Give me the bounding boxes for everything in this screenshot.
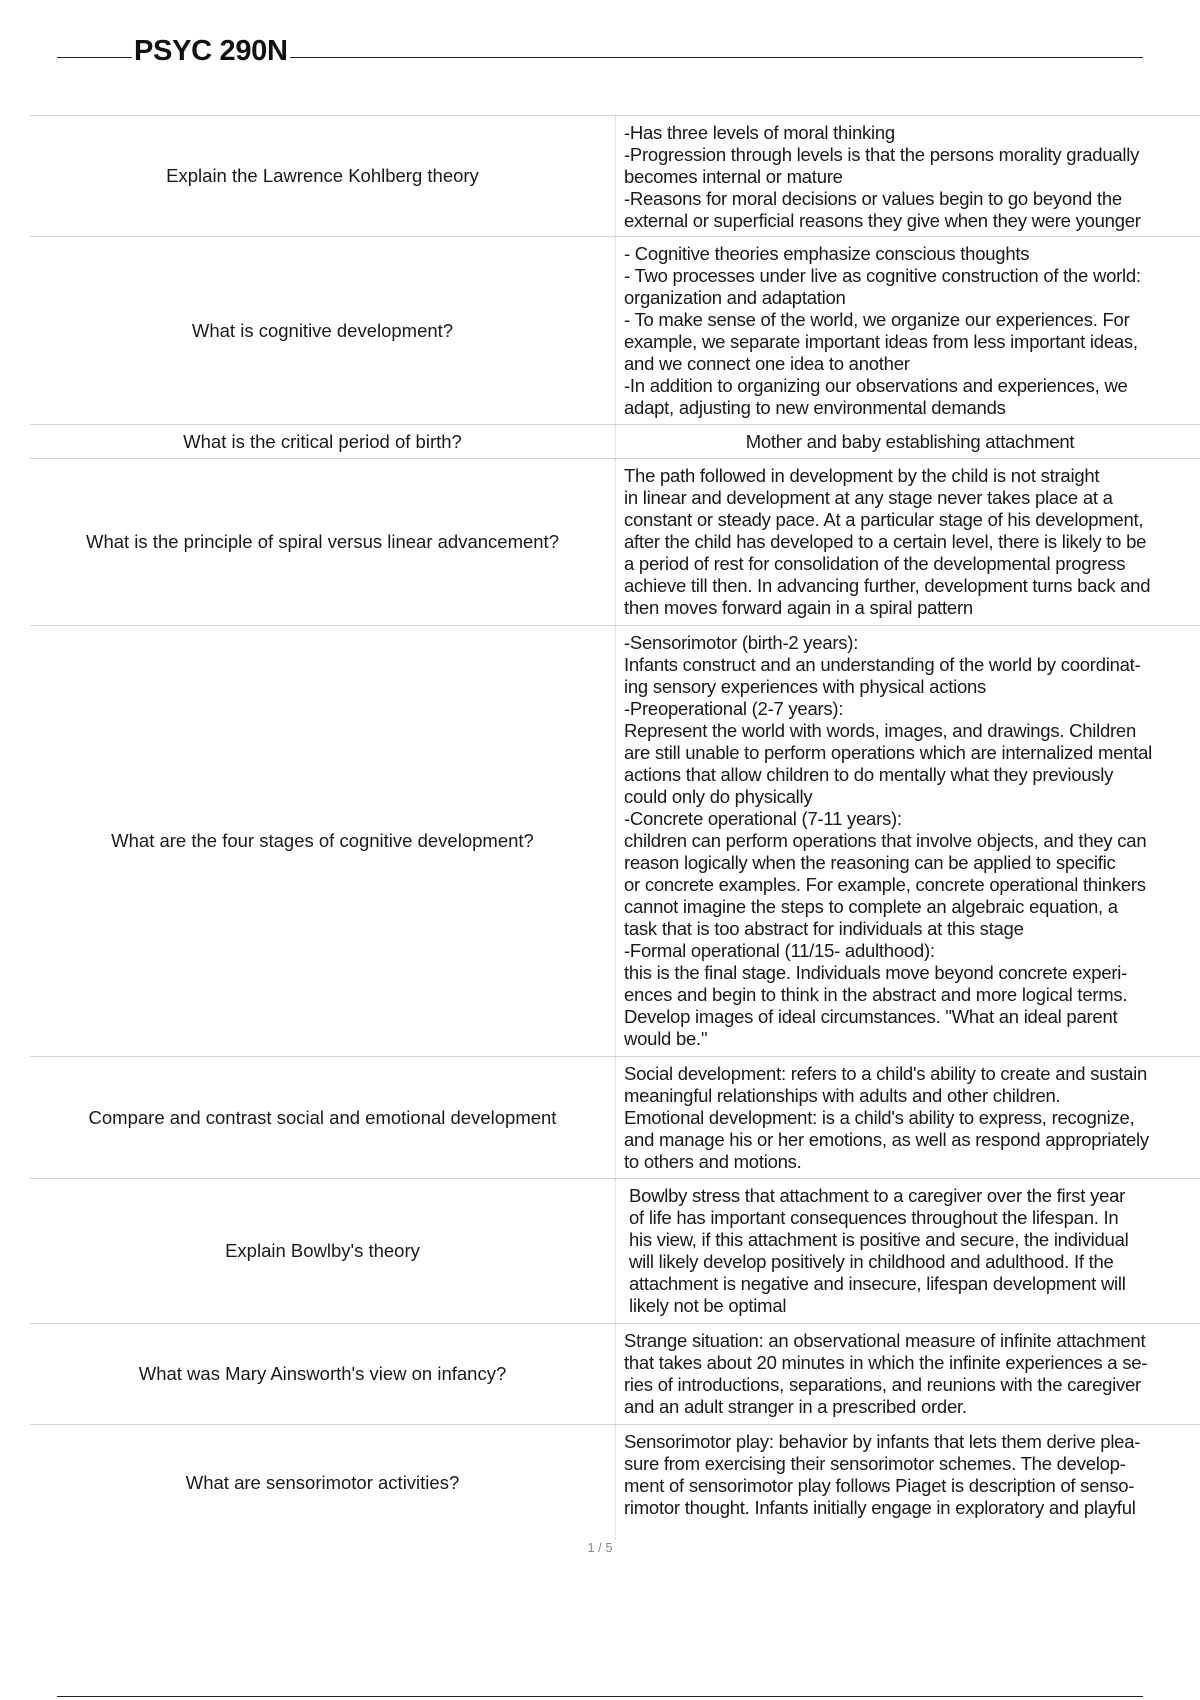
definition-cell xyxy=(615,116,1200,236)
definition-line: task that is too abstract for individuals at this stage xyxy=(624,918,1024,939)
term-text: What is the critical period of birth? xyxy=(183,430,462,452)
definition-line: constant or steady pace. At a particular stage of his development, xyxy=(624,509,1144,530)
definition-line: becomes internal or mature xyxy=(624,166,843,187)
definition-cell xyxy=(615,1425,1200,1540)
definition-line: Represent the world with words, images, and drawings. Children xyxy=(624,720,1137,741)
definition-line: organization and adaptation xyxy=(624,287,846,308)
term-cell xyxy=(30,459,615,625)
definition-line: rimotor thought. Infants initially engage in exploratory and playful xyxy=(624,1497,1136,1518)
term-text: Explain Bowlby's theory xyxy=(225,1240,420,1261)
definition-line: achieve till then. In advancing further, development turns back and xyxy=(624,575,1151,596)
definition-line: ries of introductions, separations, and reunions with the caregiver xyxy=(624,1374,1141,1395)
definition-cell xyxy=(615,425,1200,458)
definition-line: external or superficial reasons they give when they were younger xyxy=(624,210,1141,231)
definition-line: -Formal operational (11/15- adulthood): xyxy=(624,940,935,961)
definition-line: Infants construct and an understanding of the world by coordinat- xyxy=(624,654,1141,675)
definition-line: reason logically when the reasoning can be applied to specific xyxy=(624,852,1116,873)
definition-line: example, we separate important ideas from less important ideas, xyxy=(624,331,1138,352)
definition-line: likely not be optimal xyxy=(629,1295,787,1316)
definition-line: children can perform operations that involve objects, and they can xyxy=(624,830,1147,851)
flashcard-row xyxy=(30,459,1200,626)
definition-cell xyxy=(615,237,1200,424)
term-cell xyxy=(30,116,615,236)
term-text: What was Mary Ainsworth's view on infancy? xyxy=(138,1363,507,1384)
definition-line: Bowlby stress that attachment to a caregiver over the first year xyxy=(629,1185,1126,1206)
definition-line: of life has important consequences throughout the lifespan. In xyxy=(629,1207,1119,1228)
definition-line: and we connect one idea to another xyxy=(624,353,910,374)
definition-line: are still unable to perform operations which are internalized mental xyxy=(624,742,1153,763)
definition-line: Social development: refers to a child's ability to create and sustain xyxy=(624,1063,1148,1084)
definition-line: after the child has developed to a certain level, there is likely to be xyxy=(624,531,1147,552)
footer-rule xyxy=(57,1696,1143,1697)
definition-line: his view, if this attachment is positive and secure, the individual xyxy=(629,1229,1129,1250)
definition-cell xyxy=(615,1057,1200,1178)
definition-cell xyxy=(615,626,1200,1056)
definition-line: then moves forward again in a spiral pattern xyxy=(624,597,973,618)
flashcard-row xyxy=(30,237,1200,425)
flashcard-row xyxy=(30,1324,1200,1425)
definition-line: Sensorimotor play: behavior by infants that lets them derive plea- xyxy=(624,1431,1141,1452)
term-text: What is the principle of spiral versus linear advancement? xyxy=(85,531,559,552)
flashcard-row xyxy=(30,1057,1200,1179)
term-cell xyxy=(30,1179,615,1323)
term-text: What are the four stages of cognitive development? xyxy=(111,830,534,851)
definition-line: adapt, adjusting to new environmental demands xyxy=(624,397,1006,418)
page-title: PSYC 290N xyxy=(134,35,288,67)
definition-line: Emotional development: is a child's ability to express, recognize, xyxy=(624,1107,1135,1128)
definition-line: -Reasons for moral decisions or values begin to go beyond the xyxy=(624,188,1122,209)
definition-line: Mother and baby establishing attachment xyxy=(745,431,1075,452)
definition-line: - Two processes under live as cognitive construction of the world: xyxy=(624,265,1141,286)
definition-line: ing sensory experiences with physical actions xyxy=(624,676,987,697)
definition-line: meaningful relationships with adults and other children. xyxy=(624,1085,1061,1106)
definition-line: actions that allow children to do mentally what they previously xyxy=(624,764,1114,785)
definition-line: this is the final stage. Individuals move beyond concrete experi- xyxy=(624,962,1128,983)
definition-line: Develop images of ideal circumstances. "What an ideal parent xyxy=(624,1006,1118,1027)
definition-line: and manage his or her emotions, as well as respond appropriately xyxy=(624,1129,1149,1150)
definition-line: attachment is negative and insecure, lifespan development will xyxy=(629,1273,1126,1294)
definition-cell xyxy=(615,1179,1200,1323)
definition-line: in linear and development at any stage never takes place at a xyxy=(624,487,1113,508)
flashcard-table xyxy=(30,115,1200,1540)
definition-line: Strange situation: an observational measure of infinite attachment xyxy=(624,1330,1146,1351)
definition-cell xyxy=(615,459,1200,625)
definition-line: and an adult stranger in a prescribed order. xyxy=(624,1396,967,1417)
definition-line: to others and motions. xyxy=(624,1151,802,1172)
definition-line: The path followed in development by the child is not straight xyxy=(624,465,1100,486)
term-cell xyxy=(30,1324,615,1424)
definition-line: will likely develop positively in childhood and adulthood. If the xyxy=(629,1251,1114,1272)
definition-line: a period of rest for consolidation of the developmental progress xyxy=(624,553,1126,574)
definition-line: ences and begin to think in the abstract and more logical terms. xyxy=(624,984,1128,1005)
flashcard-row xyxy=(30,1179,1200,1324)
definition-line: -Sensorimotor (birth-2 years): xyxy=(624,632,859,653)
definition-cell xyxy=(615,1324,1200,1424)
flashcard-row xyxy=(30,1425,1200,1540)
flashcard-row xyxy=(30,425,1200,459)
flashcard-row xyxy=(30,116,1200,237)
definition-line: - Cognitive theories emphasize conscious thoughts xyxy=(624,243,1030,264)
term-cell xyxy=(30,1057,615,1178)
term-text: What are sensorimotor activities? xyxy=(185,1471,460,1493)
definition-line: -Preoperational (2-7 years): xyxy=(624,698,844,719)
definition-line: - To make sense of the world, we organize our experiences. For xyxy=(624,309,1130,330)
definition-line: sure from exercising their sensorimotor schemes. The develop- xyxy=(624,1453,1126,1474)
definition-line: -Has three levels of moral thinking xyxy=(624,122,895,143)
definition-line: -Progression through levels is that the persons morality gradually xyxy=(624,144,1140,165)
definition-line: or concrete examples. For example, concrete operational thinkers xyxy=(624,874,1146,895)
page-number: 1 / 5 xyxy=(587,1540,613,1555)
definition-line: ment of sensorimotor play follows Piaget is description of senso- xyxy=(624,1475,1135,1496)
definition-line: would be." xyxy=(624,1028,708,1049)
flashcard-row xyxy=(30,626,1200,1057)
term-cell xyxy=(30,425,615,458)
term-cell xyxy=(30,237,615,424)
term-text: Compare and contrast social and emotional development xyxy=(88,1106,557,1128)
term-cell xyxy=(30,1425,615,1540)
definition-line: that takes about 20 minutes in which the infinite experiences a se- xyxy=(624,1352,1148,1373)
definition-line: -Concrete operational (7-11 years): xyxy=(624,808,902,829)
definition-line: could only do physically xyxy=(624,786,813,807)
term-text: Explain the Lawrence Kohlberg theory xyxy=(166,165,479,186)
term-cell xyxy=(30,626,615,1056)
definition-line: -In addition to organizing our observations and experiences, we xyxy=(624,375,1128,396)
term-text: What is cognitive development? xyxy=(191,319,454,341)
definition-line: cannot imagine the steps to complete an algebraic equation, a xyxy=(624,896,1118,917)
